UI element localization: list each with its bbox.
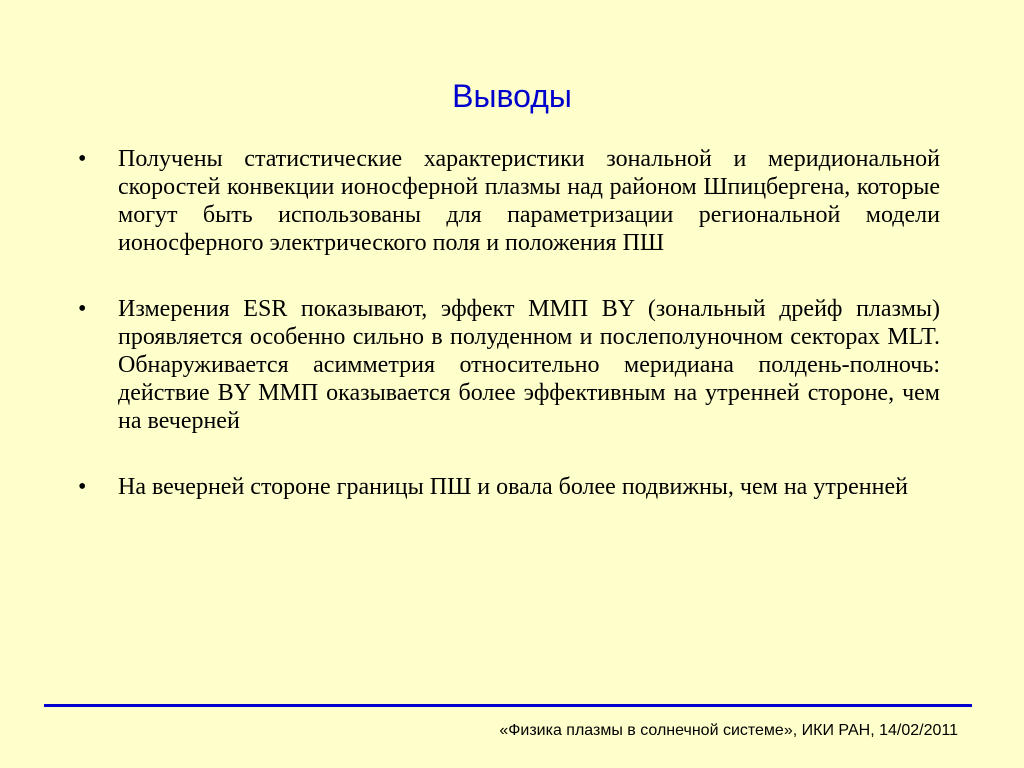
bullet-list	[78, 145, 940, 539]
list-item	[78, 295, 940, 435]
bullet-icon: •	[78, 474, 87, 500]
list-item	[78, 145, 940, 257]
bullet-text: Получены статистические характеристики зональной и меридиональной скоростей конвекции ионосферной плазмы над районом Шпицбергена, которые могут быть использованы для параметризации региональной модели ионосферного электрического поля и положения ПШ	[118, 146, 940, 256]
list-item	[78, 473, 940, 501]
slide-title: Выводы	[452, 78, 572, 114]
footer-divider	[44, 704, 972, 707]
bullet-text: Измерения ESR показывают, эффект ММП BY (зональный дрейф плазмы) проявляется особенно сильно в полуденном и послеполуночном секторах MLT. Обнаруживается асимметрия относительно меридиана полдень-полночь: действие BY ММП оказывается более эффективным на утренней стороне, чем на вечерней	[118, 296, 940, 434]
bullet-icon: •	[78, 146, 87, 172]
bullet-text: На вечерней стороне границы ПШ и овала более подвижны, чем на утренней	[118, 474, 908, 500]
footer-caption: «Физика плазмы в солнечной системе», ИКИ РАН, 14/02/2011	[499, 722, 958, 739]
bullet-icon: •	[78, 296, 87, 322]
